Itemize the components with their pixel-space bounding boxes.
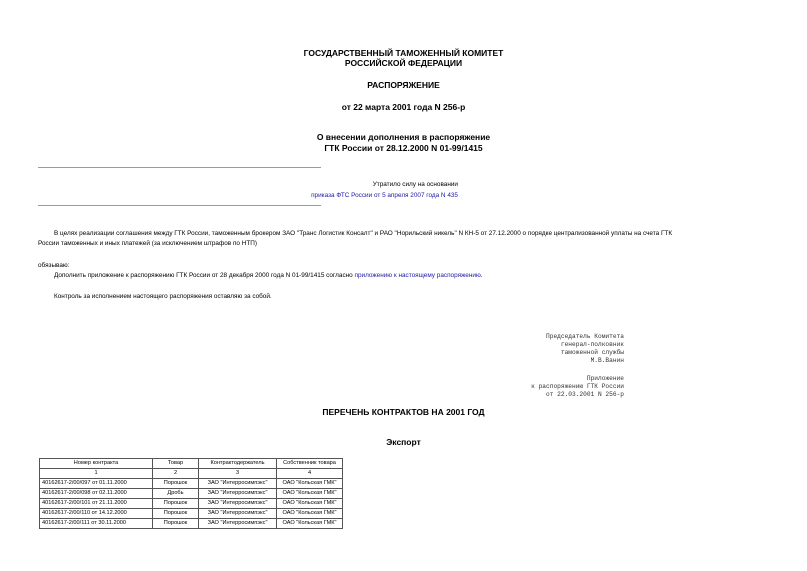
document-type: РАСПОРЯЖЕНИЕ <box>367 80 440 90</box>
appendix-ref-line1: Приложение <box>586 375 624 382</box>
goods-owner-cell: ОАО "Кольская ГМК" <box>277 479 343 489</box>
col-number: 1 <box>40 469 153 479</box>
contract-holder-cell: ЗАО "Интерросимпэкс" <box>199 499 277 509</box>
paragraph-1-line1: В целях реализации соглашения между ГТК России, таможенным брокером ЗАО "Транс Логистик Консалт" и РАО "Норильский никель" N КН-5 от 27.12.2000 о порядке централизованной уплаты на счета ГТК <box>54 230 673 237</box>
col-number: 4 <box>277 469 343 479</box>
document-subject-line1: О внесении дополнения в распоряжение <box>316 132 491 142</box>
goods-owner-cell: ОАО "Кольская ГМК" <box>277 509 343 519</box>
contract-number-cell: 40162617-2/00/101 от 21.11.2000 <box>40 499 153 509</box>
contract-holder-cell: ЗАО "Интерросимпэкс" <box>199 479 277 489</box>
contract-holder-cell: ЗАО "Интерросимпэкс" <box>199 519 277 529</box>
section-title: Экспорт <box>386 437 421 447</box>
contract-number-cell: 40162617-2/00/110 от 14.12.2000 <box>40 509 153 519</box>
order-link[interactable]: приказа ФТС России от 5 апреля 2007 года N 435 <box>311 192 458 199</box>
contracts-table <box>39 458 343 529</box>
divider-top <box>38 167 321 168</box>
col-number: 3 <box>199 469 277 479</box>
contract-number-cell: 40162617-2/00/097 от 01.11.2000 <box>40 479 153 489</box>
document-date-number: от 22 марта 2001 года N 256-р <box>341 102 466 112</box>
table-row <box>40 509 343 519</box>
goods-cell: Дробь <box>153 489 199 499</box>
contract-number-cell: 40162617-2/00/111 от 30.11.2000 <box>40 519 153 529</box>
table-col-number-row <box>40 469 343 479</box>
obligate-text: обязываю: <box>38 262 70 269</box>
goods-cell: Порошок <box>153 519 199 529</box>
goods-owner-cell: ОАО "Кольская ГМК" <box>277 489 343 499</box>
paragraph-2-suffix: . <box>480 272 483 279</box>
contract-holder-cell: ЗАО "Интерросимпэкс" <box>199 489 277 499</box>
table-row <box>40 489 343 499</box>
goods-owner-cell: ОАО "Кольская ГМК" <box>277 519 343 529</box>
document-subject-line2: ГТК России от 28.12.2000 N 01-99/1415 <box>324 143 483 153</box>
lost-force-note: Утратило силу на основании <box>372 181 458 188</box>
signature-line3: таможенной службы <box>560 349 624 356</box>
signature-line2: генерал-полковник <box>560 341 624 348</box>
col-number: 2 <box>153 469 199 479</box>
header-contract-number: Номер контракта <box>40 459 153 469</box>
contract-holder-cell: ЗАО "Интерросимпэкс" <box>199 509 277 519</box>
appendix-ref-line2: к распоряжению ГТК России <box>531 383 624 390</box>
goods-cell: Порошок <box>153 499 199 509</box>
paragraph-3: Контроль за исполнением настоящего распоряжения оставляю за собой. <box>54 293 272 300</box>
signature-name: М.В.Ванин <box>590 357 624 364</box>
appendix-ref-line3: от 22.03.2001 N 256-р <box>546 391 624 398</box>
header-goods-owner: Собственник товара <box>277 459 343 469</box>
list-title: ПЕРЕЧЕНЬ КОНТРАКТОВ НА 2001 ГОД <box>322 407 485 417</box>
table-row <box>40 519 343 529</box>
table-row <box>40 499 343 509</box>
signature-line1: Председатель Комитета <box>546 333 624 340</box>
paragraph-2-prefix: Дополнить приложение к распоряжению ГТК России от 28 декабря 2000 года N 01-99/1415 согласно <box>54 272 355 279</box>
paragraph-2 <box>54 271 794 280</box>
contract-number-cell: 40162617-2/00/098 от 02.11.2000 <box>40 489 153 499</box>
paragraph-1-line2: России таможенных и иных платежей (за исключением штрафов по НТП) <box>38 240 257 247</box>
goods-owner-cell: ОАО "Кольская ГМК" <box>277 499 343 509</box>
header-contract-holder: Контрактодержатель <box>199 459 277 469</box>
appendix-link[interactable]: приложению к настоящему распоряжению <box>354 272 481 279</box>
table-row <box>40 479 343 489</box>
org-name-line1: ГОСУДАРСТВЕННЫЙ ТАМОЖЕННЫЙ КОМИТЕТ <box>303 48 504 58</box>
divider-bottom <box>38 205 321 206</box>
org-name-line2: РОССИЙСКОЙ ФЕДЕРАЦИИ <box>344 58 463 68</box>
table-header-row <box>40 459 343 469</box>
goods-cell: Порошок <box>153 479 199 489</box>
goods-cell: Порошок <box>153 509 199 519</box>
header-goods: Товар <box>153 459 199 469</box>
